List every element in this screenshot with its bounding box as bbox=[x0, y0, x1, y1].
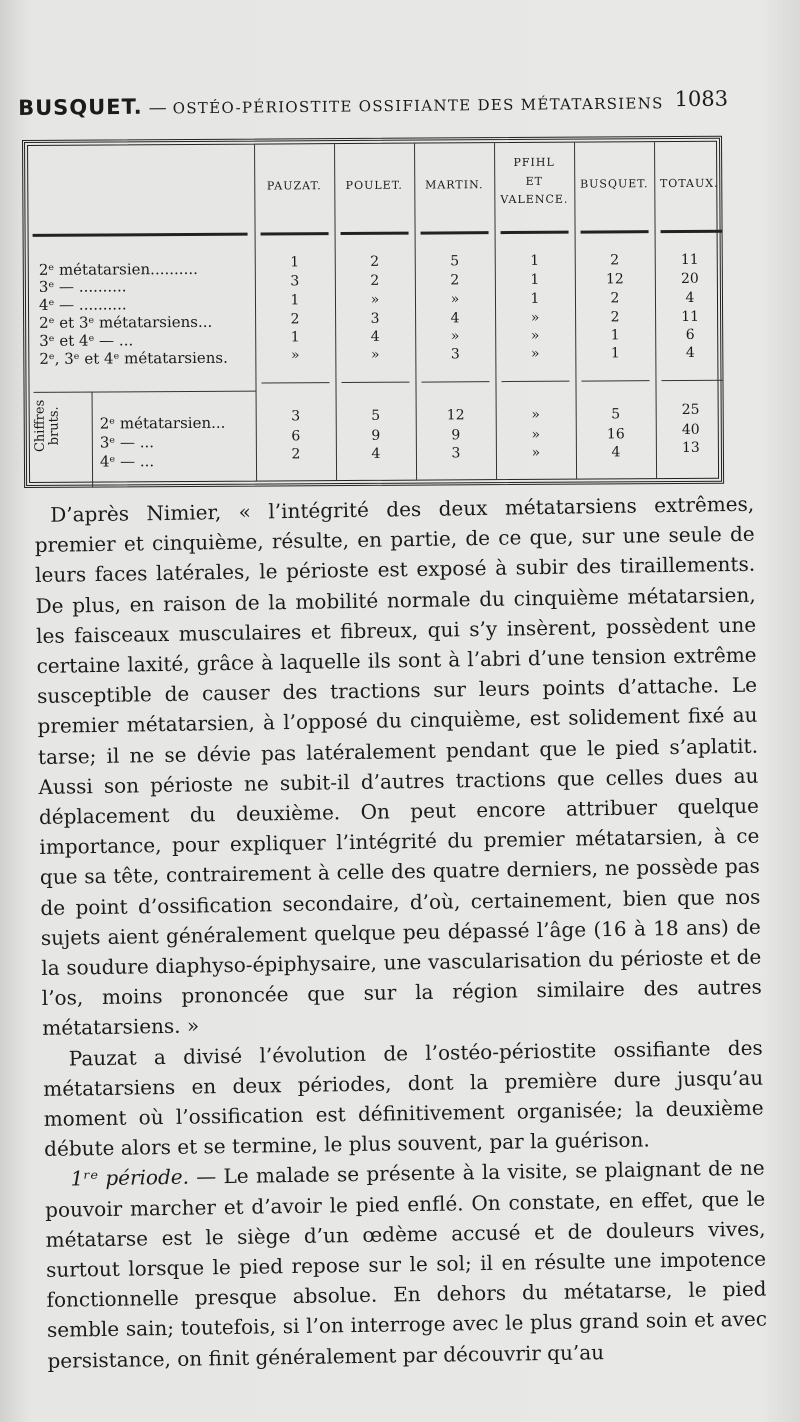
group-rule bbox=[261, 382, 329, 383]
table-cell: 12 bbox=[446, 407, 465, 424]
column-divider bbox=[254, 145, 257, 481]
group-rule bbox=[34, 391, 256, 393]
table-cell: » bbox=[530, 309, 540, 326]
col-header-totaux: TOTAUX. bbox=[659, 176, 719, 191]
table-cell: » bbox=[370, 291, 380, 308]
table-cell: 6 bbox=[685, 326, 695, 343]
table-cell: » bbox=[531, 426, 541, 443]
col-header-busquet: BUSQUET. bbox=[580, 177, 649, 191]
table-cell: 4 bbox=[685, 289, 695, 306]
header-separator: — bbox=[148, 97, 167, 119]
group-label-chiffres-bruts bbox=[34, 398, 94, 454]
paragraph-nimier-quote: D’après Nimier, « l’intégrité des deux métatarsiens extrêmes, premier et cinquième, résulte, en partie, de ce que, sur une seule de leurs faces latérales, le périoste est exposé à subir des tiraillements. De plus, en raison de la mobilité normale du cinquième métatarsien, les faisceaux musculaires et fibreux, qui s’y insèrent, possèdent une certaine laxité, grâce à laquelle ils sont à l’abri d’une tension extrême susceptible de causer des tractions sur leurs points d’attache. Le premier métatarsien, à l’opposé du cinquième, est solidement fixé au tarse; il ne se dévie pas latéralement pendant que le pied s’aplatit. Aussi son périoste ne subit-il d’autres tractions que celles dues au déplacement du deuxième. On peut encore attribuer quelque importance, pour expliquer l’intégrité du premier métatarsien, à ce que sa tête, contrairement à celle des quatre derniers, ne possède pas de point d’ossification secondaire, d’où, certainement, bien que nos sujets aient généralement quelque peu dépassé l’âge (16 à 18 ans) de la soudure diaphyso-épiphysaire, une vascularisation du périoste et de l’os, moins prononcée que sur la région similaire des autres métatarsiens. » bbox=[34, 491, 762, 1041]
chapter-title: OSTÉO-PÉRIOSTITE OSSIFIANTE DES MÉTATARSIENS bbox=[172, 94, 664, 118]
header-rule bbox=[501, 231, 569, 234]
statistics-table bbox=[22, 136, 724, 488]
column-divider bbox=[334, 144, 337, 480]
row-label: 2ᵉ et 3ᵉ métatarsiens... bbox=[39, 312, 213, 332]
row-label: 2ᵉ, 3ᵉ et 4ᵉ métatarsiens. bbox=[39, 348, 228, 368]
table-cell: 2 bbox=[610, 290, 620, 307]
column-divider bbox=[574, 143, 577, 479]
table-cell: » bbox=[370, 346, 380, 363]
table-cell: 1 bbox=[610, 327, 620, 344]
group-label-line: bruts. bbox=[46, 406, 62, 446]
table-cell: 9 bbox=[451, 427, 461, 444]
table-cell: 4 bbox=[450, 310, 460, 327]
row-label: 3ᵉ — .......... bbox=[38, 277, 127, 296]
table-cell: 25 bbox=[681, 401, 700, 418]
col-header-pauzat: PAUZAT. bbox=[266, 179, 322, 193]
table-cell: 2 bbox=[370, 272, 380, 289]
table-cell: 4 bbox=[685, 344, 695, 361]
col-header-valence: VALENCE. bbox=[500, 192, 569, 207]
table-cell: 1 bbox=[530, 290, 540, 307]
group-rule bbox=[661, 380, 723, 381]
table-cell: 2 bbox=[610, 309, 620, 326]
table-cell: 3 bbox=[370, 310, 380, 327]
header-rule bbox=[661, 230, 723, 233]
group-label-line: Chiffres bbox=[32, 399, 48, 453]
author-name: BUSQUET. bbox=[18, 94, 143, 120]
table-cell: » bbox=[450, 328, 460, 345]
table-cell: 3 bbox=[290, 273, 300, 290]
page-number: 1083 bbox=[674, 86, 729, 112]
header-rule bbox=[581, 230, 649, 233]
table-cell: 4 bbox=[371, 445, 381, 462]
table-cell: » bbox=[530, 345, 540, 362]
row-label: 4ᵉ — .......... bbox=[38, 295, 127, 314]
table-cell: 1 bbox=[610, 345, 620, 362]
group-rule bbox=[341, 382, 409, 383]
table-cell: 12 bbox=[605, 271, 624, 288]
table-cell: 40 bbox=[681, 421, 700, 438]
row-label: 3ᵉ — ... bbox=[99, 433, 155, 452]
paragraph-pauzat: Pauzat a divisé l’évolution de l’ostéo-périostite ossifiante des métatarsiens en deux périodes, dont la première dure jusqu’au moment où l’ossification est définitivement organisée; la deuxième débute alors et se termine, le plus souvent, par la guérison. bbox=[43, 1035, 764, 1162]
table-cell: » bbox=[530, 327, 540, 344]
row-label: 2ᵉ métatarsien.......... bbox=[38, 259, 198, 279]
col-header-et: ET bbox=[525, 174, 543, 188]
table-cell: 2 bbox=[290, 311, 300, 328]
table-cell: 1 bbox=[530, 252, 540, 269]
table-cell: 9 bbox=[371, 427, 381, 444]
header-rule bbox=[261, 232, 329, 235]
table-cell: 3 bbox=[451, 445, 461, 462]
table-cell: 2 bbox=[610, 252, 620, 269]
table-cell: 4 bbox=[370, 328, 380, 345]
header-rule bbox=[421, 231, 489, 234]
column-divider bbox=[414, 144, 417, 480]
col-header-pfihl: PFIHL bbox=[513, 155, 555, 169]
col-header-poulet: POULET. bbox=[345, 178, 403, 193]
table-cell: 1 bbox=[290, 292, 300, 309]
table-cell: 13 bbox=[681, 439, 700, 456]
table-cell: » bbox=[531, 406, 541, 423]
table-cell: 3 bbox=[450, 346, 460, 363]
period-text: — Le malade se présente à la visite, se plaignant de ne pouvoir marcher et d’avoir le pied enflé. On constate, en effet, que le métatarse est le siège d’un œdème accusé et de douleurs vives, surtout lorsque le pied repose sur le sol; il en résulte une impotence fonctionnelle presque absolue. En dehors du métatarse, le pied semble sain; toutefois, si l’on interroge avec le plus grand soin et avec persistance, on finit généralement par découvrir qu’au bbox=[44, 1156, 768, 1373]
table-cell: » bbox=[531, 444, 541, 461]
group-rule bbox=[581, 380, 649, 381]
table-cell: 5 bbox=[611, 406, 621, 423]
table-cell: 16 bbox=[606, 426, 625, 443]
table-cell: 3 bbox=[291, 408, 301, 425]
table-cell: 5 bbox=[450, 253, 460, 270]
group-rule bbox=[421, 381, 489, 382]
col-header-martin: MARTIN. bbox=[425, 178, 484, 192]
table-cell: » bbox=[450, 291, 460, 308]
table-cell: 6 bbox=[291, 428, 301, 445]
period-heading: 1ʳᵉ période. bbox=[70, 1165, 190, 1191]
table-cell: 4 bbox=[611, 444, 621, 461]
table-cell: 20 bbox=[680, 270, 699, 287]
table-cell: 2 bbox=[450, 272, 460, 289]
header-rule bbox=[33, 233, 248, 237]
body-text bbox=[34, 489, 768, 1376]
row-label: 4ᵉ — ... bbox=[99, 452, 155, 471]
table-cell: 1 bbox=[290, 254, 300, 271]
table-cell: 2 bbox=[291, 446, 301, 463]
table-cell: 11 bbox=[680, 251, 699, 268]
table-cell: 11 bbox=[681, 308, 700, 325]
group-rule bbox=[501, 381, 569, 382]
column-divider bbox=[654, 142, 657, 478]
table-cell: 5 bbox=[371, 407, 381, 424]
row-label: 3ᵉ et 4ᵉ — ... bbox=[39, 331, 134, 350]
table-cell: 2 bbox=[370, 253, 380, 270]
table-cell: » bbox=[290, 347, 300, 364]
paragraph-first-period bbox=[44, 1153, 767, 1376]
row-label: 2ᵉ métatarsien... bbox=[99, 413, 226, 433]
header-rule bbox=[341, 232, 409, 235]
table-cell: 1 bbox=[530, 271, 540, 288]
table-cell: 1 bbox=[290, 329, 300, 346]
